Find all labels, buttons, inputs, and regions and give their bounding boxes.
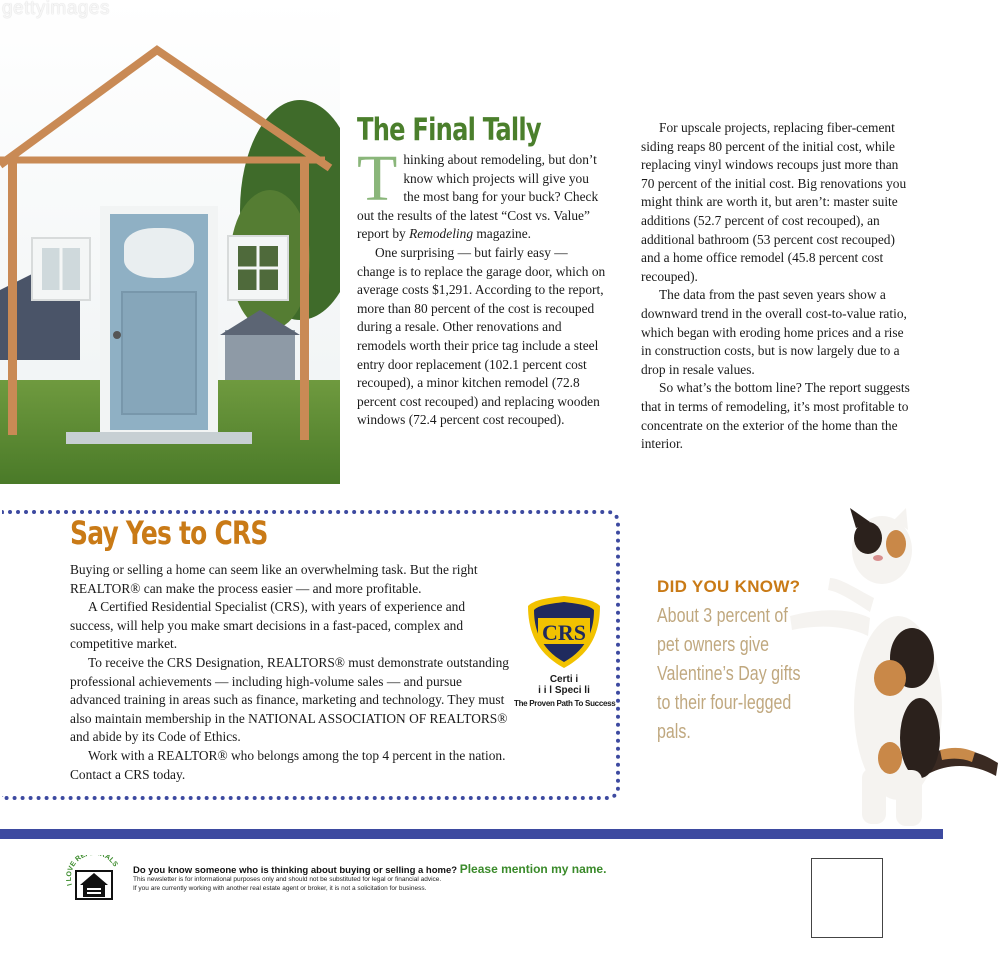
crs-shield-icon xyxy=(524,594,604,670)
footer-disclaimer-2: If you are currently working with another real estate agent or broker, it is not a solicitation for business. xyxy=(133,885,427,892)
drop-cap: T xyxy=(357,142,398,215)
crs-logo-line1: Certi i xyxy=(549,674,579,685)
magazine-name: Remodeling xyxy=(409,226,474,242)
cat-photo xyxy=(770,508,1000,830)
crs-paragraph-2: A Certified Residential Specialist (CRS), with years of experience and success, will help you make smart decisions in a fast-paced, complex and competitive market. xyxy=(70,599,466,652)
article-column-1 xyxy=(357,142,607,430)
footer-disclaimer-1: This newsletter is for informational purposes only and should not be substituted for legal or financial advice. xyxy=(133,876,442,883)
crs-logo xyxy=(514,594,614,716)
article-paragraph-3: For upscale projects, replacing fiber-cement siding reaps 80 percent of the initial cost, while replacing vinyl windows recoups just more than 70 percent of the initial cost. Big renovations you might think are worth it, but aren’t: master suite additions (52.7 percent of cost recouped), an additional bathroom (53 percent cost recouped) and a home office remodel (45.8 percent cost recouped). xyxy=(641,120,907,284)
article-title: The Final Tally xyxy=(357,112,541,148)
did-you-know-text: About 3 percent of pet owners give Valentine’s Day gifts to their four-legged pals. xyxy=(657,605,801,743)
crs-paragraph-3: To receive the CRS Designation, REALTORS® must demonstrate outstanding professional achievements — including high-volume sales — and pursue advanced training in areas such as finance, marketing and technology. They must also maintain membership in the NATIONAL ASSOCIATION OF REALTORS® and abide by its Code of Ethics. xyxy=(70,654,509,745)
did-you-know-title: DID YOU KNOW? xyxy=(657,577,801,596)
footer-mention: Please mention my name. xyxy=(459,862,607,876)
photo-watermark: gettyimages xyxy=(2,0,110,19)
article-column-2 xyxy=(641,119,911,454)
equal-housing-icon xyxy=(66,855,134,905)
crs-paragraph-4: Work with a REALTOR® who belongs among the top 4 percent in the nation. Contact a CRS today. xyxy=(70,747,506,782)
footer-question xyxy=(133,862,606,876)
crs-tagline: The Proven Path To Success xyxy=(514,699,616,708)
article-paragraph-5: So what’s the bottom line? The report suggests that in terms of remodeling, it’s most profitable to concentrate on the exterior of the home than the interior. xyxy=(641,380,910,452)
house-frame-door-illustration xyxy=(0,0,340,484)
article-p1-text: hinking about remodeling, but don’t know which projects will give you the most bang for your buck? Check out the results of the latest “Cost vs. Value” report by xyxy=(357,152,599,242)
footer-logo xyxy=(66,855,134,905)
article-paragraph-1 xyxy=(357,142,607,244)
footer-question-text: Do you know someone who is thinking about buying or selling a home? xyxy=(133,865,460,876)
standing-cat-illustration xyxy=(770,508,1000,830)
footer-bar xyxy=(0,829,943,839)
article-paragraph-2: One surprising — but fairly easy — change is to replace the garage door, which on average costs $1,291. According to the report, more than 80 percent of the cost is recouped during a resale. Other renovations and remodels worth their price tag include a steel entry door replacement (102.1 percent cost recouped), a minor kitchen remodel (72.8 percent cost recouped) and replacing wooden windows (72.4 percent cost recouped). xyxy=(357,244,606,428)
article-paragraph-4: The data from the past seven years show a downward trend in the overall cost-to-value ratio, which began with eroding home prices and a rise in construction costs, but is now largely due to a drop in resale values. xyxy=(641,287,907,377)
crs-paragraph-1: Buying or selling a home can seem like an overwhelming task. But the right REALTOR® can make the process easier — and more profitable. xyxy=(70,562,478,596)
crs-logo-text: CRS xyxy=(541,620,587,645)
crs-title: Say Yes to CRS xyxy=(70,514,268,552)
mailing-label-box xyxy=(811,858,883,938)
crs-body xyxy=(70,561,510,784)
referral-badge-text: I LOVE RE ALS xyxy=(66,855,119,887)
house-frame-photo xyxy=(0,0,340,484)
crs-logo-line2: i i l Speci li xyxy=(538,685,590,696)
article-p1-end: magazine. xyxy=(473,226,532,242)
